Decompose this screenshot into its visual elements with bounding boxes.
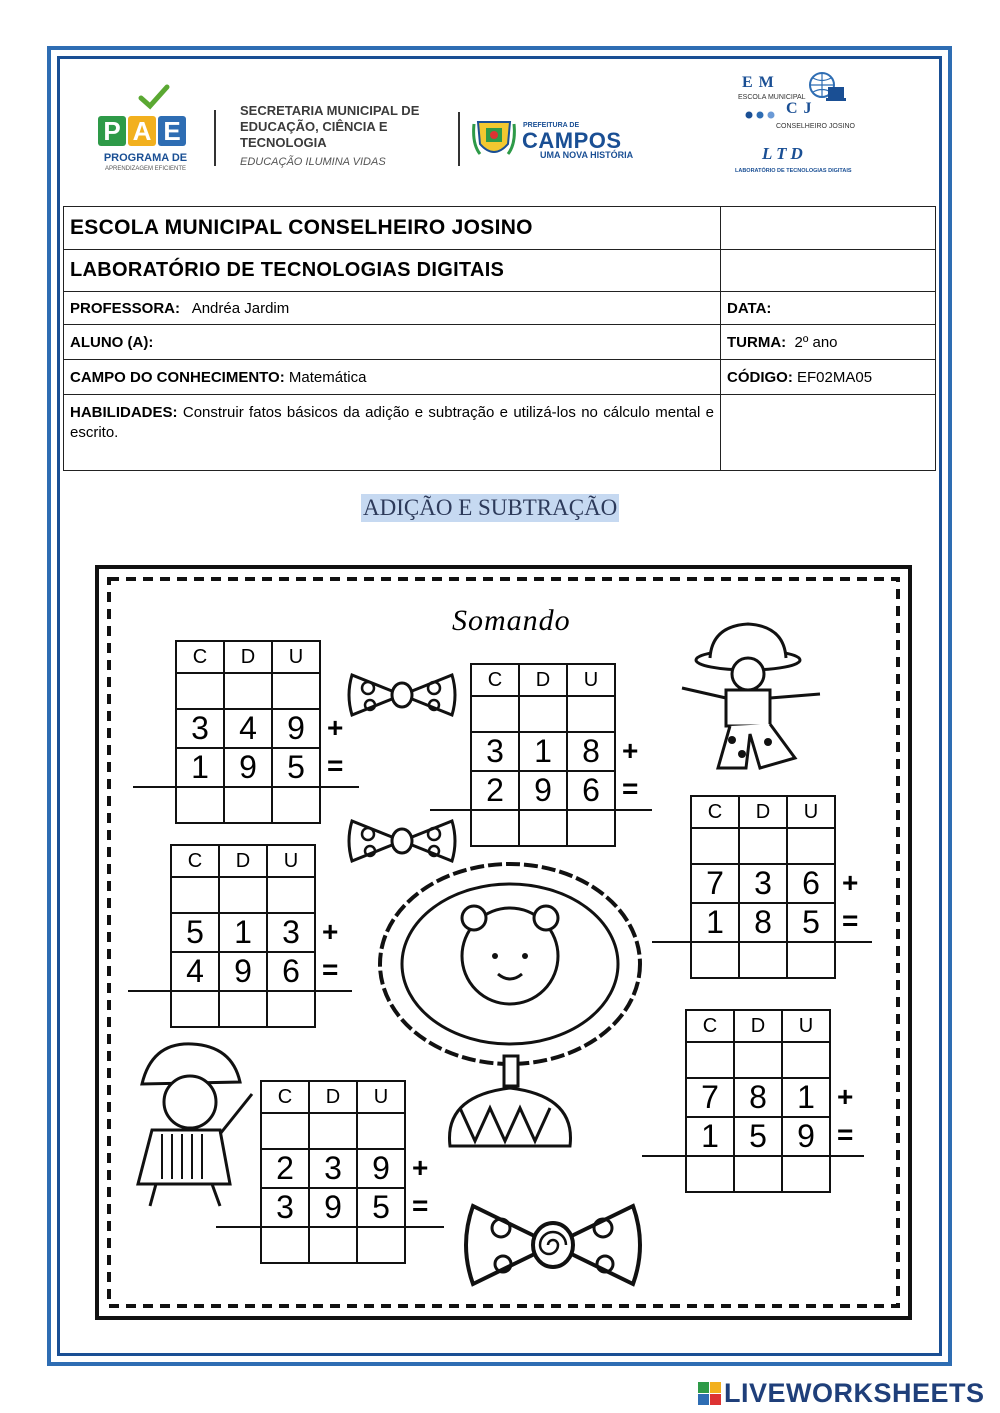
- digit-cell: 1: [782, 1078, 830, 1117]
- pv-row-header: [171, 845, 315, 877]
- digit-cell: 3: [309, 1149, 357, 1188]
- student-label: ALUNO (A):: [70, 333, 154, 351]
- digit-cell: U: [782, 1010, 830, 1042]
- empty-cell: [739, 828, 787, 864]
- digit-cell: 5: [171, 913, 219, 952]
- empty-cell: [267, 877, 315, 913]
- digit-cell: C: [691, 796, 739, 828]
- pv-row-header: [691, 796, 835, 828]
- digit-cell: 8: [734, 1078, 782, 1117]
- digit-cell: 3: [471, 732, 519, 771]
- code-value: EF02MA05: [797, 368, 873, 386]
- skills-label: HABILIDADES:: [70, 404, 178, 421]
- pae-letter-a: A: [128, 116, 156, 146]
- digit-cell: D: [224, 641, 272, 673]
- digit-cell: 8: [567, 732, 615, 771]
- pv-row-answer: [171, 991, 315, 1027]
- pv-row-addend-a: [261, 1149, 405, 1188]
- digit-cell: 1: [691, 903, 739, 942]
- digit-cell: 5: [787, 903, 835, 942]
- digit-cell: 9: [219, 952, 267, 991]
- pv-row-answer: [686, 1156, 830, 1192]
- digit-cell: 7: [686, 1078, 734, 1117]
- plus-sign: +: [412, 1152, 429, 1183]
- pv-row-addend-b: [171, 952, 315, 991]
- campos-tagline: UMA NOVA HISTÓRIA: [540, 150, 634, 160]
- empty-cell: [691, 828, 739, 864]
- skills-text: [70, 403, 714, 443]
- empty-cell: [171, 877, 219, 913]
- empty-cell: [686, 1042, 734, 1078]
- school-name: ESCOLA MUNICIPAL CONSELHEIRO JOSINO: [64, 207, 721, 250]
- equals-sign: =: [622, 773, 639, 804]
- digit-cell: U: [272, 641, 320, 673]
- digit-cell: 6: [567, 771, 615, 810]
- field-value: Matemática: [288, 368, 367, 386]
- digit-cell: 9: [357, 1149, 405, 1188]
- digit-cell: C: [171, 845, 219, 877]
- field-cell: [64, 360, 721, 395]
- worksheet-title: Somando: [452, 604, 571, 637]
- checkmark-icon: [138, 84, 170, 110]
- empty-cell: [261, 1113, 309, 1149]
- pv-row-header: [471, 664, 615, 696]
- plus-sign: +: [837, 1081, 854, 1112]
- digit-cell: 9: [782, 1117, 830, 1156]
- digit-cell: 8: [739, 903, 787, 942]
- digit-cell: U: [267, 845, 315, 877]
- code-cell: [721, 360, 936, 395]
- pv-row-addend-a: [176, 709, 320, 748]
- place-value-table: [685, 1009, 831, 1193]
- pae-letter-p: P: [98, 116, 126, 146]
- pv-row-answer: [471, 810, 615, 846]
- place-value-problem: [470, 663, 639, 847]
- class-cell: [721, 325, 936, 360]
- digit-cell: 4: [224, 709, 272, 748]
- pv-row-addend-a: [471, 732, 615, 771]
- teacher-cell: [64, 292, 721, 325]
- girl-clown-icon: [112, 1034, 272, 1214]
- digit-cell: 9: [272, 709, 320, 748]
- pv-row-addend-a: [691, 864, 835, 903]
- digit-cell: 9: [519, 771, 567, 810]
- answer-cell[interactable]: [224, 787, 272, 823]
- table-row: [64, 207, 936, 250]
- equals-sign: =: [837, 1119, 854, 1150]
- digit-cell: D: [309, 1081, 357, 1113]
- plus-sign: +: [322, 916, 339, 947]
- empty-cell: [567, 696, 615, 732]
- answer-cell[interactable]: [272, 787, 320, 823]
- answer-cell[interactable]: [734, 1156, 782, 1192]
- pv-row-addend-b: [691, 903, 835, 942]
- empty-cell: [219, 877, 267, 913]
- table-row: [64, 395, 936, 471]
- plus-sign: +: [327, 712, 344, 743]
- em-letters: EM: [742, 74, 780, 91]
- empty-cell: [721, 207, 936, 250]
- pv-row-blank: [686, 1042, 830, 1078]
- computer-globe-icon: [808, 71, 846, 103]
- class-label: TURMA:: [727, 333, 787, 351]
- empty-cell: [721, 395, 936, 471]
- digit-cell: 9: [309, 1188, 357, 1227]
- info-table: [63, 206, 936, 471]
- place-value-problem: [685, 1009, 854, 1193]
- place-value-problem: [170, 844, 339, 1028]
- sum-line: [430, 809, 652, 811]
- answer-cell[interactable]: [267, 991, 315, 1027]
- answer-cell[interactable]: [176, 787, 224, 823]
- table-row: [64, 325, 936, 360]
- digit-cell: C: [471, 664, 519, 696]
- liveworksheets-logo-icon: [698, 1382, 722, 1406]
- answer-cell[interactable]: [519, 810, 567, 846]
- digit-cell: 3: [267, 913, 315, 952]
- pv-row-answer: [176, 787, 320, 823]
- empty-cell: [176, 673, 224, 709]
- pv-row-addend-b: [176, 748, 320, 787]
- ltd-letters: LTD: [762, 144, 807, 163]
- dots-icon: [744, 110, 780, 120]
- secretaria-motto: EDUCAÇÃO ILUMINA VIDAS: [240, 156, 386, 168]
- table-row: [64, 360, 936, 395]
- field-label: CAMPO DO CONHECIMENTO:: [70, 368, 285, 386]
- table-row: [64, 250, 936, 292]
- digit-cell: 1: [519, 732, 567, 771]
- pv-row-answer: [261, 1227, 405, 1263]
- equals-sign: =: [842, 905, 859, 936]
- digit-cell: C: [261, 1081, 309, 1113]
- answer-cell[interactable]: [787, 942, 835, 978]
- empty-cell: [272, 673, 320, 709]
- student-cell[interactable]: [64, 325, 721, 360]
- answer-cell[interactable]: [171, 991, 219, 1027]
- pv-row-addend-a: [171, 913, 315, 952]
- lab-name: LABORATÓRIO DE TECNOLOGIAS DIGITAIS: [64, 250, 721, 292]
- digit-cell: D: [219, 845, 267, 877]
- answer-cell[interactable]: [357, 1227, 405, 1263]
- empty-cell: [782, 1042, 830, 1078]
- pv-row-blank: [261, 1113, 405, 1149]
- header-divider: [458, 112, 460, 166]
- digit-cell: D: [734, 1010, 782, 1042]
- empty-cell: [357, 1113, 405, 1149]
- place-value-problem: [260, 1080, 429, 1264]
- digit-cell: 1: [686, 1117, 734, 1156]
- large-bowtie-icon: [463, 1198, 643, 1293]
- pv-row-blank: [171, 877, 315, 913]
- pv-row-addend-b: [686, 1117, 830, 1156]
- digit-cell: 2: [261, 1149, 309, 1188]
- place-value-table: [260, 1080, 406, 1264]
- plus-sign: +: [622, 735, 639, 766]
- clown-icon: [670, 618, 840, 784]
- digit-cell: 5: [272, 748, 320, 787]
- empty-cell: [309, 1113, 357, 1149]
- empty-cell: [734, 1042, 782, 1078]
- digit-cell: 6: [267, 952, 315, 991]
- date-label: DATA:: [727, 299, 772, 317]
- empty-cell: [224, 673, 272, 709]
- date-cell[interactable]: [721, 292, 936, 325]
- skills-cell: [64, 395, 721, 471]
- teacher-value: Andréa Jardim: [191, 299, 290, 317]
- sum-line: [652, 941, 872, 943]
- pae-subtitle: PROGRAMA DE: [103, 152, 188, 164]
- pv-row-header: [176, 641, 320, 673]
- empty-cell: [721, 250, 936, 292]
- digit-cell: 9: [224, 748, 272, 787]
- digit-cell: U: [567, 664, 615, 696]
- empty-cell: [471, 696, 519, 732]
- place-value-problem: [690, 795, 859, 979]
- digit-cell: 3: [176, 709, 224, 748]
- digit-cell: C: [176, 641, 224, 673]
- pae-subtitle-2: APRENDIZAGEM EFICIENTE: [104, 166, 186, 172]
- answer-cell[interactable]: [567, 810, 615, 846]
- digit-cell: U: [787, 796, 835, 828]
- empty-cell: [787, 828, 835, 864]
- digit-cell: 5: [734, 1117, 782, 1156]
- campos-crest-icon: [472, 114, 516, 164]
- pv-row-addend-b: [471, 771, 615, 810]
- pv-row-blank: [471, 696, 615, 732]
- pv-row-addend-b: [261, 1188, 405, 1227]
- digit-cell: U: [357, 1081, 405, 1113]
- pv-row-addend-a: [686, 1078, 830, 1117]
- watermark-text: LIVEWORKSHEETS: [724, 1378, 985, 1408]
- sum-line: [133, 786, 359, 788]
- pv-row-header: [261, 1081, 405, 1113]
- table-row: [64, 292, 936, 325]
- digit-cell: 5: [357, 1188, 405, 1227]
- digit-cell: 1: [176, 748, 224, 787]
- bowtie-icon: [346, 670, 458, 720]
- answer-cell[interactable]: [219, 991, 267, 1027]
- equals-sign: =: [327, 750, 344, 781]
- activity-title: ADIÇÃO E SUBTRAÇÃO: [363, 495, 618, 520]
- plus-sign: +: [842, 867, 859, 898]
- secretaria-title: SECRETARIA MUNICIPAL DE EDUCAÇÃO, CIÊNCIA E TECNOLOGIA: [240, 103, 420, 150]
- cj-letters: CJ: [786, 100, 818, 117]
- digit-cell: D: [739, 796, 787, 828]
- cj-name: CONSELHEIRO JOSINO: [776, 123, 855, 130]
- empty-cell: [519, 696, 567, 732]
- digit-cell: 1: [219, 913, 267, 952]
- answer-cell[interactable]: [261, 1227, 309, 1263]
- em-school: ESCOLA MUNICIPAL: [738, 94, 806, 101]
- header-divider: [214, 110, 216, 166]
- digit-cell: 7: [691, 864, 739, 903]
- campos-name: CAMPOS: [522, 128, 622, 153]
- equals-sign: =: [322, 954, 339, 985]
- answer-cell[interactable]: [782, 1156, 830, 1192]
- ltd-subtitle: LABORATÓRIO DE TECNOLOGIAS DIGITAIS: [735, 168, 852, 174]
- place-value-table: [470, 663, 616, 847]
- digit-cell: 2: [471, 771, 519, 810]
- teacher-label: PROFESSORA:: [70, 299, 181, 317]
- pv-row-answer: [691, 942, 835, 978]
- digit-cell: D: [519, 664, 567, 696]
- lion-icon: [370, 856, 656, 1156]
- answer-cell[interactable]: [691, 942, 739, 978]
- digit-cell: 3: [261, 1188, 309, 1227]
- pae-letters: [98, 116, 186, 146]
- answer-cell[interactable]: [739, 942, 787, 978]
- sum-line: [216, 1226, 444, 1228]
- place-value-table: [175, 640, 321, 824]
- pae-letter-e: E: [158, 116, 186, 146]
- class-value: 2º ano: [794, 333, 838, 351]
- digit-cell: 4: [171, 952, 219, 991]
- sum-line: [642, 1155, 864, 1157]
- pv-row-header: [686, 1010, 830, 1042]
- liveworksheets-watermark: [698, 1378, 985, 1409]
- equals-sign: =: [412, 1190, 429, 1221]
- sum-line: [128, 990, 352, 992]
- digit-cell: C: [686, 1010, 734, 1042]
- pv-row-blank: [691, 828, 835, 864]
- answer-cell[interactable]: [471, 810, 519, 846]
- digit-cell: 3: [739, 864, 787, 903]
- place-value-problem: [175, 640, 344, 824]
- pv-row-blank: [176, 673, 320, 709]
- place-value-table: [690, 795, 836, 979]
- skills-value: Construir fatos básicos da adição e subtração e utilizá-los no cálculo mental e escrito.: [70, 404, 714, 441]
- digit-cell: 6: [787, 864, 835, 903]
- answer-cell[interactable]: [309, 1227, 357, 1263]
- answer-cell[interactable]: [686, 1156, 734, 1192]
- code-label: CÓDIGO:: [727, 368, 793, 386]
- place-value-table: [170, 844, 316, 1028]
- campos-prefix: PREFEITURA DE: [523, 122, 580, 129]
